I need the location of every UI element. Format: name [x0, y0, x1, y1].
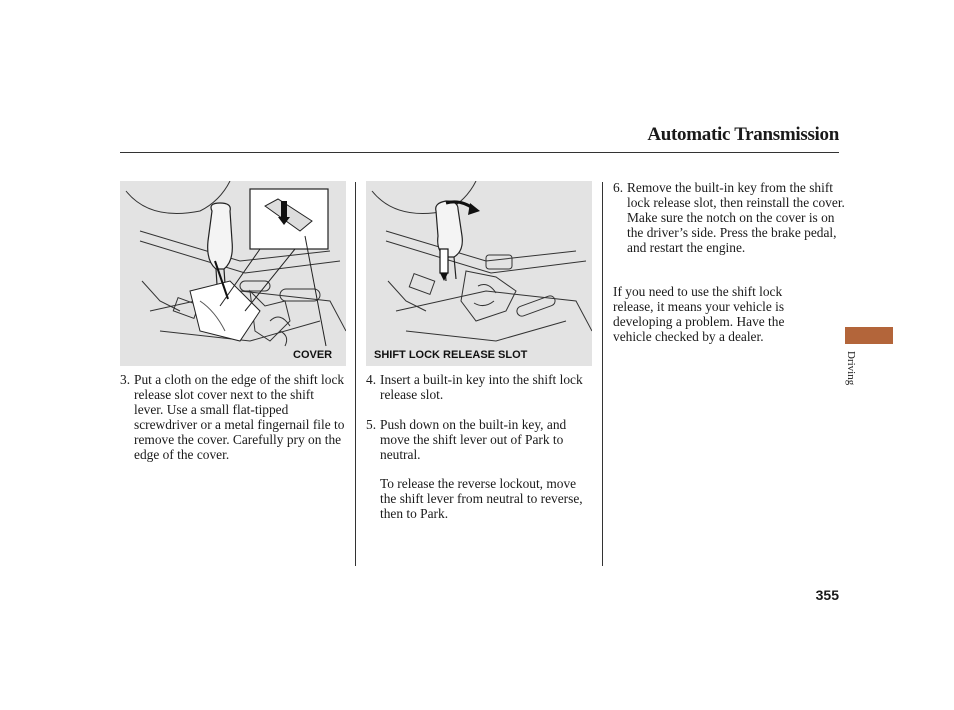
page-number: 355	[815, 587, 839, 603]
step-5-text: Push down on the built-in key, and move the shift lever out of Park to neutral.	[380, 417, 567, 462]
figure-release-slot	[366, 181, 592, 366]
release-slot-illustration	[366, 181, 592, 366]
title-rule	[120, 152, 839, 153]
step-3-number: 3.	[120, 372, 131, 387]
cover-removal-illustration	[120, 181, 346, 366]
step-6-number: 6.	[613, 180, 624, 195]
section-tab	[845, 327, 893, 344]
figure-cover-removal	[120, 181, 346, 366]
slot-label: SHIFT LOCK RELEASE SLOT	[374, 349, 528, 361]
step-6	[613, 181, 849, 256]
section-label	[845, 351, 861, 395]
step-5-number: 5.	[366, 417, 377, 432]
step-5-note: To release the reverse lockout, move the shift lever from neutral to reverse, then to Park.	[380, 476, 583, 521]
step-3	[120, 373, 346, 462]
column-divider-2	[602, 182, 603, 566]
section-label-text: Driving	[845, 351, 857, 386]
page-title: Automatic Transmission	[647, 124, 839, 145]
step-3-text: Put a cloth on the edge of the shift lock release slot cover next to the shift lever. Use a small flat-tipped screwdriver or a metal fingernail file to remove the cover. Carefully pry on the edge of the cover.	[134, 372, 345, 462]
cover-label: COVER	[293, 349, 333, 361]
dealer-note: If you need to use the shift lock release, it means your vehicle is developing a problem. Have the vehicle checked by a dealer.	[613, 284, 785, 344]
step-6-text: Remove the built-in key from the shift lock release slot, then reinstall the cover. Make sure the notch on the cover is on the driver’s side. Press the brake pedal, and restart the engine.	[627, 180, 845, 255]
step-4-text: Insert a built-in key into the shift lock release slot.	[380, 372, 583, 402]
step-4	[366, 373, 592, 403]
step-4-number: 4.	[366, 372, 377, 387]
column-divider-1	[355, 182, 356, 566]
step-5	[366, 418, 592, 463]
